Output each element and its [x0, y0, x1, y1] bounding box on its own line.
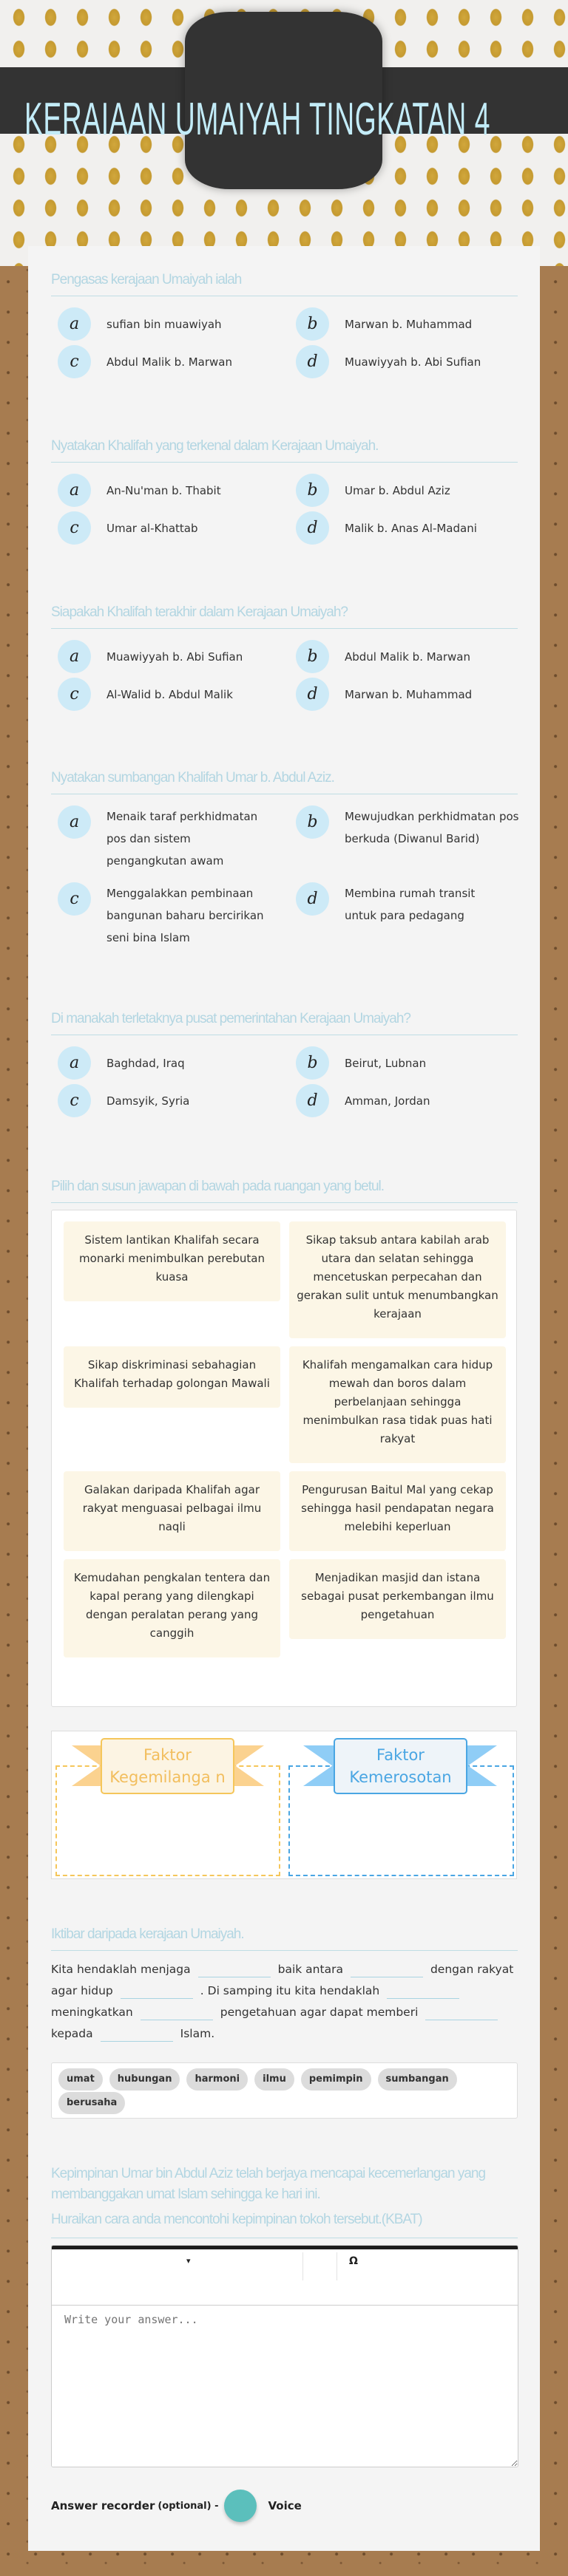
letter-d-icon: d — [296, 345, 329, 378]
letter-d-icon: d — [296, 678, 329, 711]
letter-c-icon: c — [58, 345, 91, 378]
option-c[interactable] — [58, 345, 296, 378]
drag-item[interactable]: Sikap taksub antara kabilah arab utara dan selatan sehingga mencetuskan perpecahan dan gerakan sulit untuk menumbangkan kerajaan — [289, 1221, 506, 1338]
option-d[interactable] — [296, 1084, 524, 1117]
question-text: Huraikan cara anda mencontohi kepimpinan tokoh tersebut.(KBAT) — [51, 2212, 422, 2227]
letter-b-icon: b — [296, 1046, 329, 1080]
fill-in-sentence — [51, 1959, 518, 2045]
option-d[interactable] — [296, 882, 524, 949]
voice-label: Voice — [268, 2499, 302, 2512]
option-a[interactable] — [58, 640, 296, 673]
option-d[interactable] — [296, 678, 524, 711]
question-title: Nyatakan Khalifah yang terkenal dalam Kerajaan Umaiyah. — [51, 437, 518, 463]
option-c[interactable] — [58, 882, 296, 949]
option-a[interactable] — [58, 474, 296, 507]
question-1 — [51, 270, 518, 378]
option-d[interactable] — [296, 511, 524, 545]
word-chip[interactable]: harmoni — [186, 2068, 248, 2091]
option-text: Marwan b. Muhammad — [345, 317, 473, 331]
option-text: Al-Walid b. Abdul Malik — [106, 687, 233, 701]
sentence-text: dengan rakyat agar hidup — [51, 1963, 514, 1997]
recorder-label: Answer recorder — [51, 2499, 155, 2512]
drag-item[interactable]: Khalifah mengamalkan cara hidup mewah dan boros dalam perbelanjaan sehingga menimbulkan rasa tidak puas hati rakyat — [289, 1346, 506, 1463]
question-title: Iktibar daripada kerajaan Umaiyah. — [51, 1925, 518, 1951]
drag-item[interactable]: Menjadikan masjid dan istana sebagai pusat perkembangan ilmu pengetahuan — [289, 1559, 506, 1639]
question-7 — [51, 1925, 518, 1951]
letter-c-icon: c — [58, 511, 91, 545]
toolbar-divider — [302, 2252, 303, 2280]
blank-input[interactable] — [387, 1984, 459, 1999]
word-chip[interactable]: hubungan — [109, 2068, 180, 2091]
option-text: sufian bin muawiyah — [106, 317, 222, 331]
blank-input[interactable] — [198, 1963, 271, 1977]
special-character-icon[interactable]: Ω — [349, 2255, 358, 2267]
question-5 — [51, 1009, 518, 1117]
option-c[interactable] — [58, 678, 296, 711]
option-text: Abdul Malik b. Marwan — [106, 355, 232, 369]
letter-d-icon: d — [296, 1084, 329, 1117]
option-text: Menaik taraf perkhidmatan pos dan sistem pengangkutan awam — [106, 810, 258, 868]
sentence-text: kepada — [51, 2027, 93, 2040]
option-text: Membina rumah transit untuk para pedagang — [345, 887, 476, 922]
drag-items-pool — [51, 1210, 517, 1707]
question-title: Siapakah Khalifah terakhir dalam Kerajaan Umaiyah? — [51, 603, 518, 629]
quiz-card — [28, 246, 540, 2551]
sentence-text: Kita hendaklah menjaga — [51, 1963, 191, 1976]
option-b[interactable] — [296, 1046, 524, 1080]
option-text: Abdul Malik b. Marwan — [345, 650, 470, 664]
sentence-text: pengetahuan agar dapat memberi — [220, 2006, 419, 2019]
option-text: Marwan b. Muhammad — [345, 687, 473, 701]
option-b[interactable] — [296, 474, 524, 507]
word-chip[interactable]: sumbangan — [378, 2068, 457, 2091]
option-a[interactable] — [58, 307, 296, 341]
option-b[interactable] — [296, 805, 524, 872]
letter-a-icon: a — [58, 1046, 91, 1080]
letter-b-icon: b — [296, 307, 329, 341]
letter-a-icon: a — [58, 805, 91, 839]
category-label-kemerosotan: Faktor Kemerosotan — [334, 1738, 467, 1794]
drag-item[interactable]: Pengurusan Baitul Mal yang cekap sehingga hasil pendapatan negara melebihi keperluan — [289, 1471, 506, 1551]
category-area — [51, 1731, 517, 1879]
blank-input[interactable] — [121, 1984, 193, 1999]
blank-input[interactable] — [141, 2006, 213, 2020]
letter-a-icon: a — [58, 474, 91, 507]
option-text: Beirut, Lubnan — [345, 1056, 427, 1070]
option-b[interactable] — [296, 307, 524, 341]
option-text: Damsyik, Syria — [106, 1094, 190, 1108]
sentence-text: baik antara — [277, 1963, 343, 1976]
word-chip[interactable]: umat — [58, 2068, 103, 2091]
option-text: Menggalakkan pembinaan bangunan baharu bercirikan seni bina Islam — [106, 887, 264, 944]
blank-input[interactable] — [425, 2006, 498, 2020]
recorder-optional: (optional) - — [158, 2500, 219, 2512]
answer-editor — [51, 2245, 518, 2467]
question-title: Nyatakan sumbangan Khalifah Umar b. Abdul Aziz. — [51, 769, 518, 794]
letter-b-icon: b — [296, 805, 329, 839]
option-text: Malik b. Anas Al-Madani — [345, 521, 477, 535]
word-chip[interactable]: pemimpin — [301, 2068, 371, 2091]
answer-recorder — [51, 2490, 302, 2522]
option-text: Muawiyyah b. Abi Sufian — [345, 355, 481, 369]
answer-textarea[interactable] — [52, 2306, 518, 2467]
question-title: Pilih dan susun jawapan di bawah pada ruangan yang betul. — [51, 1177, 518, 1203]
option-text: Baghdad, Iraq — [106, 1056, 185, 1070]
letter-c-icon: c — [58, 882, 91, 916]
option-c[interactable] — [58, 1084, 296, 1117]
letter-a-icon: a — [58, 307, 91, 341]
question-4 — [51, 769, 518, 949]
option-text: An-Nu'man b. Thabit — [106, 483, 221, 497]
blank-input[interactable] — [351, 1963, 423, 1977]
option-text: Mewujudkan perkhidmatan pos berkuda (Diwanul Barid) — [345, 810, 519, 845]
option-text: Amman, Jordan — [345, 1094, 430, 1108]
drag-item[interactable]: Sikap diskriminasi sebahagian Khalifah terhadap golongan Mawali — [64, 1346, 280, 1408]
question-2 — [51, 437, 518, 545]
page-title: KERAIAAN UMAIYAH TINGKATAN 4 — [24, 94, 491, 145]
editor-toolbar — [52, 2249, 518, 2306]
record-voice-button[interactable] — [224, 2490, 257, 2522]
letter-a-icon: a — [58, 640, 91, 673]
option-a[interactable] — [58, 1046, 296, 1080]
letter-d-icon: d — [296, 882, 329, 916]
letter-d-icon: d — [296, 511, 329, 545]
option-d[interactable] — [296, 345, 524, 378]
option-text: Umar b. Abdul Aziz — [345, 483, 450, 497]
word-chip[interactable]: ilmu — [254, 2068, 294, 2091]
question-6 — [51, 1177, 518, 1203]
question-3 — [51, 603, 518, 711]
category-label-kegemilangan: Faktor Kegemilanga n — [101, 1738, 234, 1794]
option-b[interactable] — [296, 640, 524, 673]
word-chip[interactable]: berusaha — [58, 2092, 125, 2114]
sentence-text: Islam. — [180, 2027, 215, 2040]
letter-c-icon: c — [58, 678, 91, 711]
letter-c-icon: c — [58, 1084, 91, 1117]
blank-input[interactable] — [101, 2027, 173, 2042]
letter-b-icon: b — [296, 640, 329, 673]
letter-b-icon: b — [296, 474, 329, 507]
word-bank — [51, 2062, 518, 2119]
option-a[interactable] — [58, 805, 296, 872]
option-c[interactable] — [58, 511, 296, 545]
drag-item[interactable]: Galakan daripada Khalifah agar rakyat menguasai pelbagai ilmu naqli — [64, 1471, 280, 1551]
question-title — [51, 2164, 518, 2238]
caret-down-icon: ▾ — [186, 2256, 191, 2266]
drag-item[interactable]: Sistem lantikan Khalifah secara monarki menimbulkan perebutan kuasa — [64, 1221, 280, 1301]
option-text: Muawiyyah b. Abi Sufian — [106, 650, 243, 664]
question-text: Kepimpinan Umar bin Abdul Aziz telah berjaya mencapai kecemerlangan yang membanggakan umat Islam sehingga ke hari ini. — [51, 2166, 486, 2202]
drag-item[interactable]: Kemudahan pengkalan tentera dan kapal perang yang dilengkapi dengan peralatan perang yang canggih — [64, 1559, 280, 1657]
question-title: Di manakah terletaknya pusat pemerintahan Kerajaan Umaiyah? — [51, 1009, 518, 1035]
question-title: Pengasas kerajaan Umaiyah ialah — [51, 270, 518, 296]
option-text: Umar al-Khattab — [106, 521, 198, 535]
sentence-text: meningkatkan — [51, 2006, 133, 2019]
sentence-text: . Di samping itu kita hendaklah — [200, 1984, 380, 1997]
question-8 — [51, 2164, 518, 2238]
